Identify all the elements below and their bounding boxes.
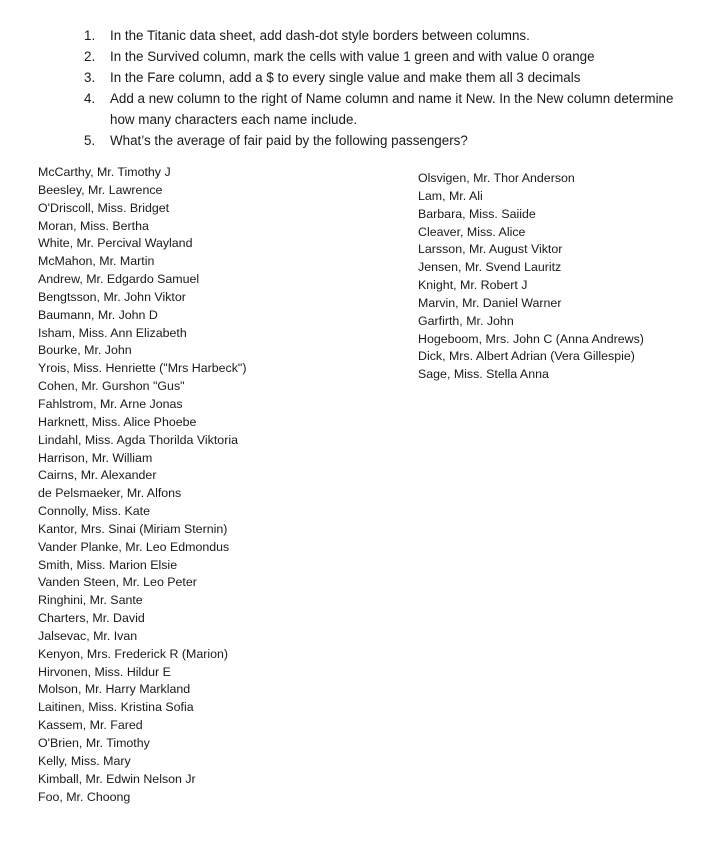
- passenger-list-right: [418, 170, 718, 384]
- passenger-name: Marvin, Mr. Daniel Warner: [418, 295, 562, 310]
- passenger-name: Kimball, Mr. Edwin Nelson Jr: [38, 771, 196, 786]
- passenger-name: Lindahl, Miss. Agda Thorilda Viktoria: [38, 432, 238, 447]
- instruction-text: In the Fare column, add a $ to every single value and make them all 3 decimals: [110, 70, 581, 85]
- passenger-name: Jensen, Mr. Svend Lauritz: [418, 260, 562, 275]
- passenger-name: Ringhini, Mr. Sante: [38, 593, 143, 608]
- instruction-item: [84, 67, 684, 88]
- passenger-list-left: [38, 164, 358, 806]
- passenger-name: Cairns, Mr. Alexander: [38, 468, 157, 483]
- passenger-name: Bengtsson, Mr. John Viktor: [38, 289, 186, 304]
- passenger-name: Baumann, Mr. John D: [38, 307, 158, 322]
- instruction-number: 5.: [84, 133, 96, 148]
- passenger-name: Kelly, Miss. Mary: [38, 753, 131, 768]
- passenger-name: Andrew, Mr. Edgardo Samuel: [38, 272, 200, 287]
- passenger-name: Kassem, Mr. Fared: [38, 718, 143, 733]
- instruction-number: 1.: [84, 28, 96, 43]
- passenger-name: de Pelsmaeker, Mr. Alfons: [38, 486, 182, 501]
- passenger-name: Barbara, Miss. Saiide: [418, 206, 536, 221]
- instruction-number: 2.: [84, 49, 96, 64]
- passenger-name: Bourke, Mr. John: [38, 343, 132, 358]
- passenger-name: Dick, Mrs. Albert Adrian (Vera Gillespie): [418, 349, 635, 364]
- instruction-item: [84, 88, 684, 130]
- passenger-name: Vander Planke, Mr. Leo Edmondus: [38, 539, 230, 554]
- passenger-name: McMahon, Mr. Martin: [38, 254, 155, 269]
- passenger-name: Larsson, Mr. August Viktor: [418, 242, 563, 257]
- passenger-name: Kenyon, Mrs. Frederick R (Marion): [38, 646, 229, 661]
- passenger-name: O'Brien, Mr. Timothy: [38, 736, 150, 750]
- passenger-name: Molson, Mr. Harry Markland: [38, 682, 191, 697]
- passenger-name: Cohen, Mr. Gurshon "Gus": [38, 379, 185, 394]
- passenger-name: Foo, Mr. Choong: [38, 789, 131, 804]
- passenger-name: Laitinen, Miss. Kristina Sofia: [38, 700, 194, 715]
- passenger-name: Harknett, Miss. Alice Phoebe: [38, 414, 197, 429]
- passenger-name: McCarthy, Mr. Timothy J: [38, 165, 171, 179]
- passenger-name: Smith, Miss. Marion Elsie: [38, 557, 178, 572]
- passenger-name: O'Driscoll, Miss. Bridget: [38, 200, 170, 215]
- instruction-number: 4.: [84, 91, 96, 106]
- passenger-name: Harrison, Mr. William: [38, 450, 153, 465]
- instruction-text: In the Titanic data sheet, add dash-dot style borders between columns.: [110, 28, 530, 43]
- passenger-name: Fahlstrom, Mr. Arne Jonas: [38, 396, 183, 411]
- instruction-item: [84, 130, 684, 151]
- instruction-item: [84, 46, 684, 67]
- passenger-name: Garfirth, Mr. John: [418, 313, 514, 328]
- instruction-list: [84, 25, 684, 151]
- passenger-name: Moran, Miss. Bertha: [38, 218, 149, 233]
- passenger-name: Knight, Mr. Robert J: [418, 278, 528, 293]
- passenger-name: Vanden Steen, Mr. Leo Peter: [38, 575, 197, 590]
- passenger-name: Olsvigen, Mr. Thor Anderson: [418, 171, 575, 185]
- passenger-name: Charters, Mr. David: [38, 611, 145, 626]
- passenger-name: Hogeboom, Mrs. John C (Anna Andrews): [418, 331, 644, 346]
- instruction-text: Add a new column to the right of Name column and name it New. In the New column determine how many characters each name include.: [110, 91, 674, 127]
- instruction-text: What’s the average of fair paid by the following passengers?: [110, 133, 468, 148]
- instruction-item: [84, 25, 684, 46]
- passenger-name: Yrois, Miss. Henriette ("Mrs Harbeck"): [38, 361, 247, 376]
- passenger-name: Hirvonen, Miss. Hildur E: [38, 664, 171, 679]
- passenger-name: Jalsevac, Mr. Ivan: [38, 628, 138, 643]
- passenger-name: Isham, Miss. Ann Elizabeth: [38, 325, 187, 340]
- passenger-name: Connolly, Miss. Kate: [38, 504, 151, 519]
- passenger-name: Beesley, Mr. Lawrence: [38, 182, 163, 197]
- instruction-number: 3.: [84, 70, 96, 85]
- passenger-name: White, Mr. Percival Wayland: [38, 236, 193, 251]
- passenger-name: Lam, Mr. Ali: [418, 188, 483, 203]
- passenger-name: Kantor, Mrs. Sinai (Miriam Sternin): [38, 521, 228, 536]
- passenger-name: Sage, Miss. Stella Anna: [418, 367, 549, 382]
- passenger-name: Cleaver, Miss. Alice: [418, 224, 526, 239]
- instruction-text: In the Survived column, mark the cells with value 1 green and with value 0 orange: [110, 49, 595, 64]
